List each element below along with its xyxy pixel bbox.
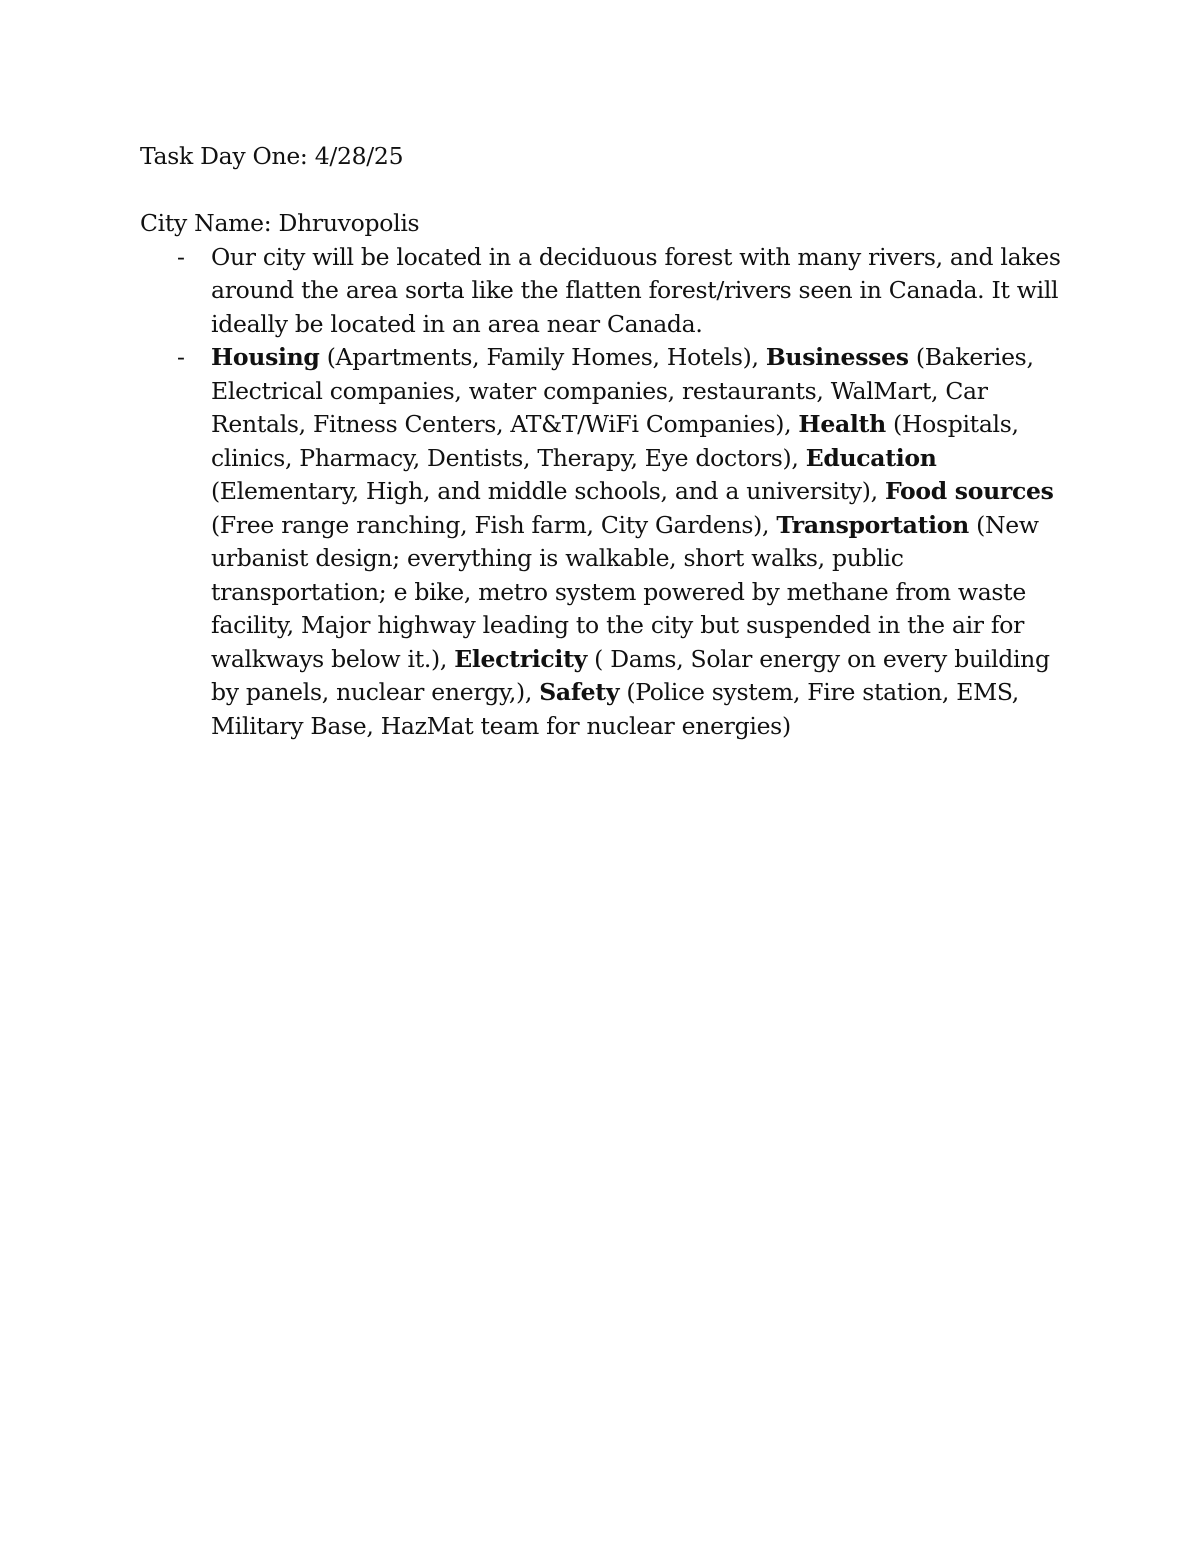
businesses-label: Businesses <box>765 343 909 371</box>
transportation-label: Transportation <box>776 510 969 539</box>
list-item-location <box>140 241 1071 342</box>
safety-details: (Police system, Fire station, EMS, Military Base, HazMat team for nuclear energies) <box>211 678 1019 740</box>
dash-bullet: - <box>177 343 185 371</box>
list-item-infrastructure <box>140 341 1071 743</box>
education-label: Education <box>805 443 937 472</box>
city-details-list <box>140 241 1070 744</box>
health-details: (Hospitals, clinics, Pharmacy, Dentists, Therapy, Eye doctors), <box>211 410 1019 472</box>
safety-label: Safety <box>539 678 620 706</box>
location-description: Our city will be located in a deciduous forest with many rivers, and lakes around the area sorta like the flatten forest/rivers seen in Canada. It will ideally be located in an area near Canada. <box>211 242 1061 338</box>
task-day-line: Task Day One: 4/28/25 <box>140 142 404 170</box>
food-sources-details: (Free range ranching, Fish farm, City Gardens), <box>211 510 777 539</box>
housing-details: (Apartments, Family Homes, Hotels), <box>319 343 766 371</box>
electricity-details: ( Dams, Solar energy on every building by panels, nuclear energy,), <box>211 644 1050 706</box>
businesses-details: (Bakeries, Electrical companies, water companies, restaurants, WalMart, Car Rentals, Fitness Centers, AT&T/WiFi Companies), <box>211 343 1034 438</box>
food-sources-label: Food sources <box>884 477 1054 505</box>
city-name-line: City Name: Dhruvopolis <box>140 209 420 237</box>
dash-bullet: - <box>177 242 185 271</box>
education-details: (Elementary, High, and middle schools, and a university), <box>211 477 885 505</box>
blank-line <box>140 174 1070 208</box>
electricity-label: Electricity <box>454 644 587 673</box>
health-label: Health <box>798 410 886 438</box>
document-body <box>140 140 1070 743</box>
transportation-details: (New urbanist design; everything is walkable, short walks, public transportation; e bike, metro system powered by methane from waste facility, Major highway leading to the city but suspended in the air for walkways below it.), <box>211 510 1039 673</box>
housing-label: Housing <box>211 343 320 371</box>
